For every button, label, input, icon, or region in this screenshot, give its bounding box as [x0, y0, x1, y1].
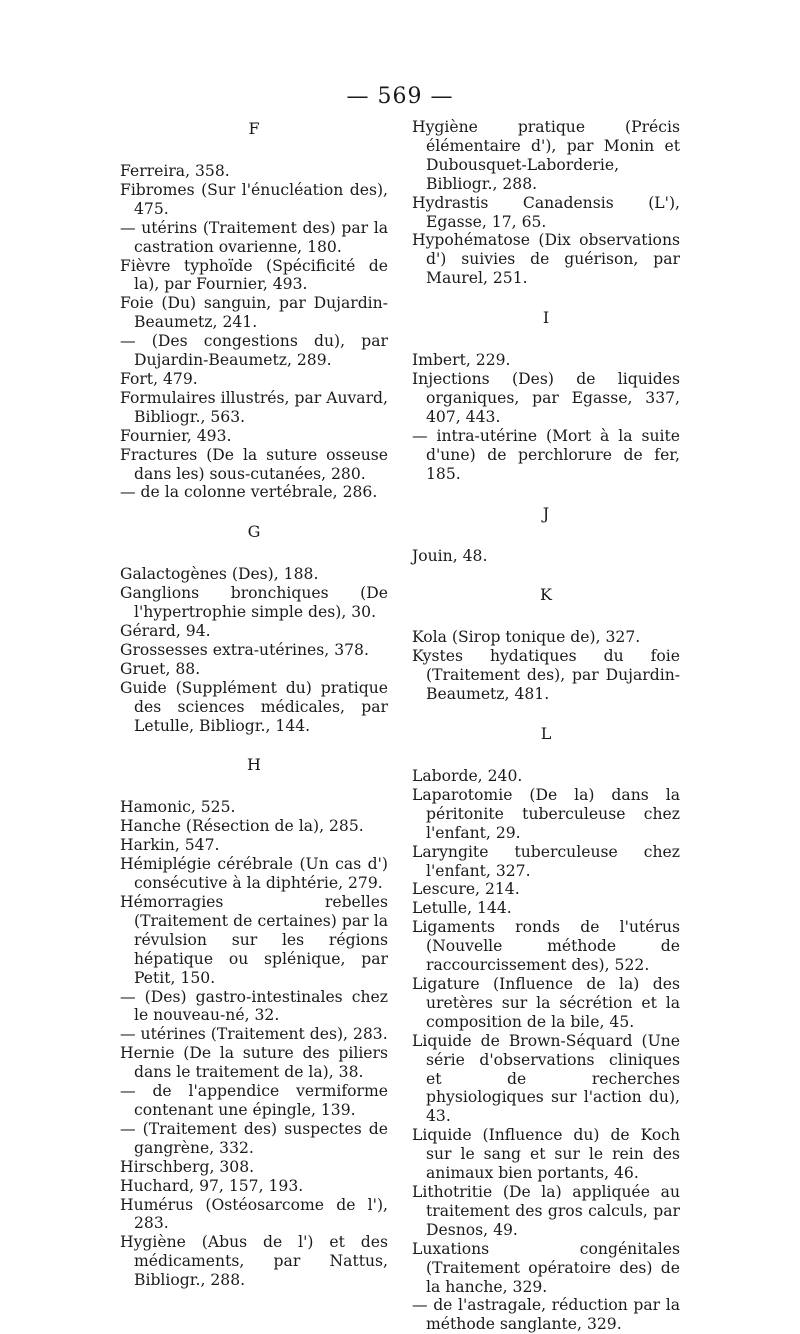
index-entry: Huchard, 97, 157, 193.	[120, 1176, 304, 1195]
index-entry: Ligature (Influence de la) des uretères sur la sécrétion et la composition de la bile, 45.	[412, 975, 680, 1031]
index-column-left	[120, 118, 388, 1290]
index-entry: Laparotomie (De la) dans la péritonite tuberculeuse chez l'enfant, 29.	[412, 785, 680, 842]
index-entry: Letulle, 144.	[412, 899, 512, 918]
section-letter-f: F	[248, 119, 260, 138]
index-entry: Fournier, 493.	[120, 426, 232, 445]
index-entry: Luxations congénitales (Traitement opératoire des) de la hanche, 329.	[412, 1239, 680, 1296]
index-entry: Fibromes (Sur l'énucléation des), 475.	[120, 180, 388, 218]
index-entry: — de l'astragale, réduction par la méthode sanglante, 329.	[412, 1296, 680, 1334]
index-entry: Fractures (De la suture osseuse dans les) sous-cutanées, 280.	[120, 445, 388, 483]
index-entry: — (Des congestions du), par Dujardin-Beaumetz, 289.	[120, 332, 388, 370]
index-entry: — intra-utérine (Mort à la suite d'une) de perchlorure de fer, 185.	[412, 426, 680, 483]
section-letter-i: I	[542, 308, 550, 328]
index-entry: Fièvre typhoïde (Spécificité de la), par Fournier, 493.	[120, 256, 388, 294]
index-entry: Harkin, 547.	[120, 836, 220, 855]
index-column-right	[412, 118, 680, 1334]
page-number: — 569 —	[346, 84, 454, 109]
index-entry: — de l'appendice vermiforme contenant une épingle, 139.	[120, 1082, 388, 1119]
index-entry: Fort, 479.	[120, 369, 198, 388]
index-entry: Liquide de Brown-Séquard (Une série d'observations cliniques et de recherches physiologiques sur l'action du), 43.	[412, 1031, 680, 1126]
index-entry: Hygiène (Abus de l') et des médicaments, par Nattus, Bibliogr., 288.	[120, 1233, 388, 1290]
index-entry: Hypohématose (Dix observations d') suivies de guérison, par Maurel, 251.	[412, 231, 680, 288]
index-entry: Ganglions bronchiques (De l'hypertrophie simple des), 30.	[120, 584, 388, 622]
index-entry: Grossesses extra-utérines, 378.	[120, 640, 369, 659]
index-entry: Foie (Du) sanguin, par Dujardin-Beaumetz, 241.	[120, 294, 388, 332]
index-entry: Injections (Des) de liquides organiques, par Egasse, 337, 407, 443.	[412, 370, 680, 426]
index-entry: Laryngite tuberculeuse chez l'enfant, 327.	[412, 842, 680, 880]
index-entry: — utérines (Traitement des), 283.	[120, 1025, 388, 1044]
index-entry: Formulaires illustrés, par Auvard, Bibliogr., 563.	[120, 388, 388, 426]
section-letter-g: G	[247, 522, 261, 542]
index-entry: Hirschberg, 308.	[120, 1157, 255, 1176]
index-entry: Ligaments ronds de l'utérus (Nouvelle méthode de raccourcissement des), 522.	[412, 918, 680, 975]
index-entry: Jouin, 48.	[412, 546, 488, 565]
index-entry: Hanche (Résection de la), 285.	[120, 817, 364, 836]
index-entry: — utérins (Traitement des) par la castration ovarienne, 180.	[120, 218, 388, 256]
index-entry: Lescure, 214.	[412, 880, 520, 899]
index-entry: Guide (Supplément du) pratique des sciences médicales, par Letulle, Bibliogr., 144.	[120, 678, 388, 735]
index-entry: Hamonic, 525.	[120, 798, 236, 817]
index-entry: Lithotritie (De la) appliquée au traitement des gros calculs, par Desnos, 49.	[412, 1182, 680, 1239]
index-entry: Hydrastis Canadensis (L'), Egasse, 17, 65.	[412, 193, 680, 231]
index-entry: Hémorragies rebelles (Traitement de certaines) par la révulsion sur les régions hépatique ou splénique, par Petit, 150.	[120, 893, 388, 987]
index-entry: Hygiène pratique (Précis élémentaire d'), par Monin et Dubousquet-Laborderie, Bibliogr., 288.	[412, 118, 680, 193]
section-letter-l: L	[540, 724, 552, 744]
index-entry: Kola (Sirop tonique de), 327.	[412, 628, 641, 647]
index-entry: Hernie (De la suture des piliers dans le traitement de la), 38.	[120, 1044, 388, 1082]
index-entry: Kystes hydatiques du foie (Traitement des), par Dujardin-Beaumetz, 481.	[412, 647, 680, 704]
index-entry: Liquide (Influence du) de Koch sur le sang et sur le rein des animaux bien portants, 46.	[412, 1126, 680, 1183]
section-letter-j: J	[542, 503, 550, 523]
index-entry: Laborde, 240.	[412, 767, 523, 786]
index-entry: — de la colonne vertébrale, 286.	[120, 483, 378, 502]
index-entry: Ferreira, 358.	[120, 162, 230, 180]
section-letter-k: K	[540, 585, 552, 605]
index-entry: — (Des) gastro-intestinales chez le nouveau-né, 32.	[120, 987, 388, 1025]
index-entry: — (Traitement des) suspectes de gangrène, 332.	[120, 1119, 388, 1157]
index-entry: Gruet, 88.	[120, 659, 201, 678]
index-entry: Gérard, 94.	[120, 622, 211, 641]
index-entry: Imbert, 229.	[412, 351, 511, 370]
index-entry: Galactogènes (Des), 188.	[120, 565, 319, 584]
index-entry: Hémiplégie cérébrale (Un cas d') consécutive à la diphtérie, 279.	[120, 855, 388, 893]
index-entry: Humérus (Ostéosarcome de l'), 283.	[120, 1195, 388, 1233]
section-letter-h: H	[247, 755, 261, 775]
